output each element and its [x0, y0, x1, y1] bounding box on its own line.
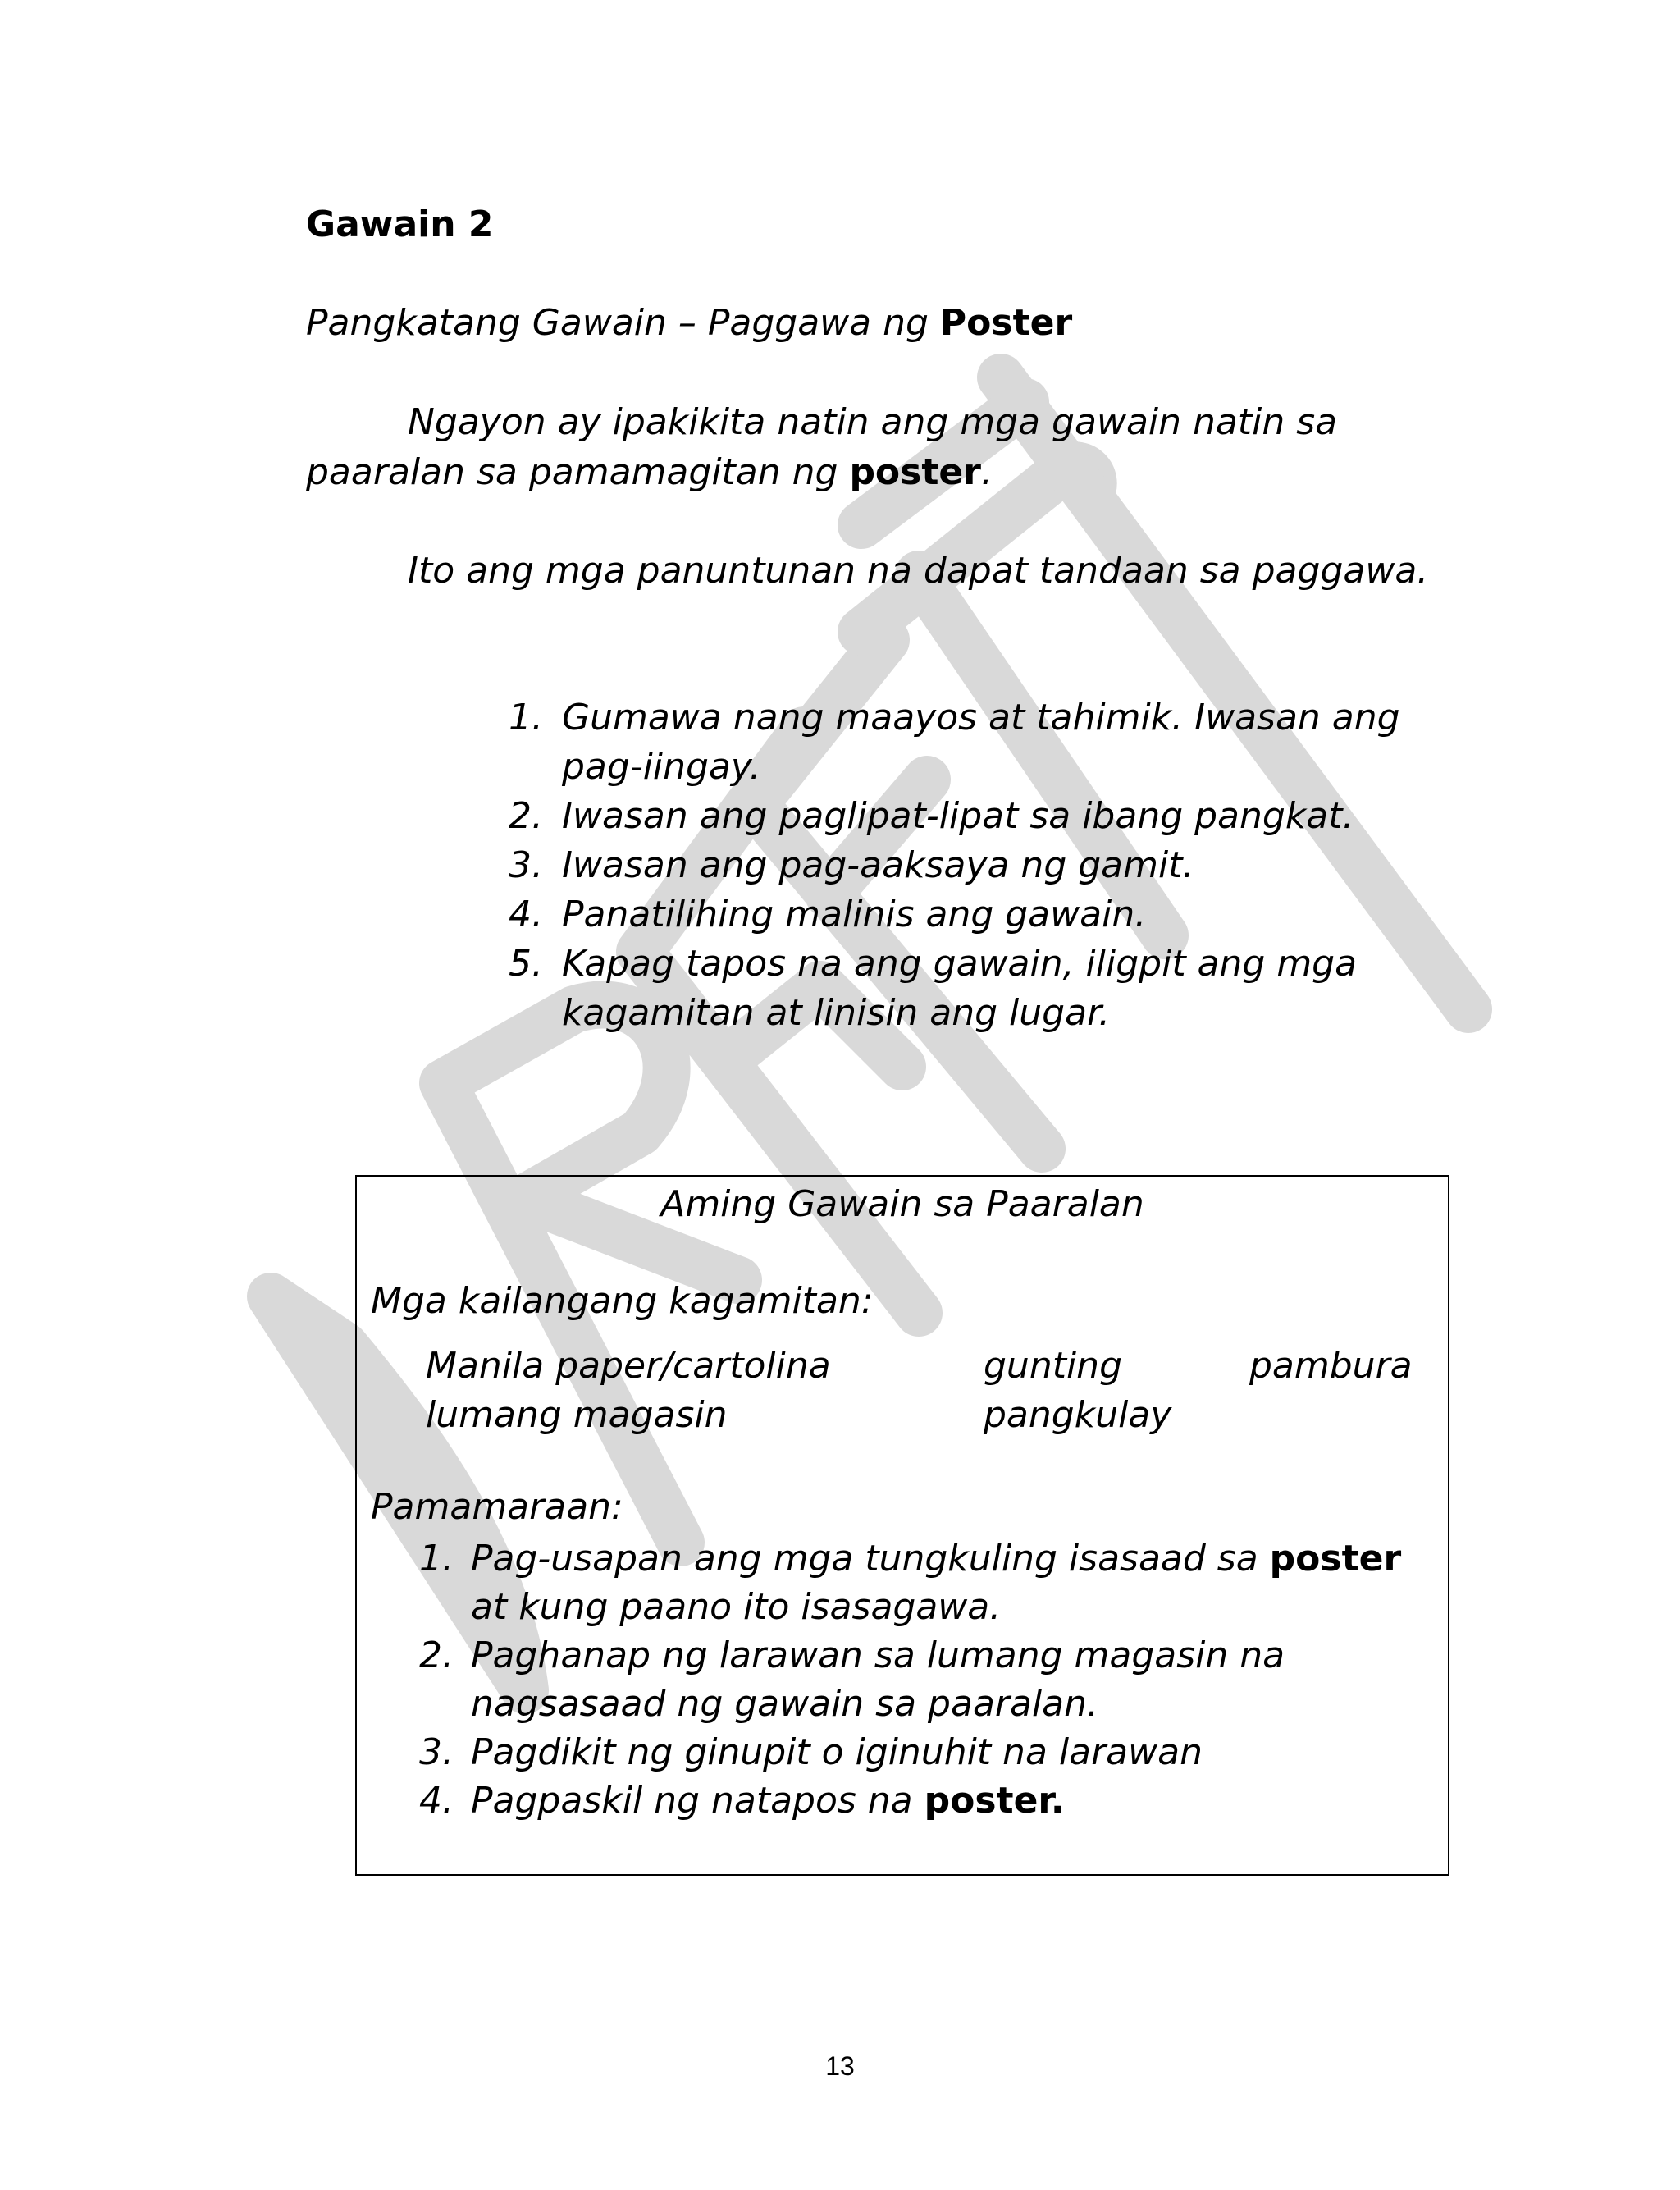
- step-text-end: at kung paano ito isasagawa.: [471, 1586, 1002, 1628]
- list-item: [419, 1534, 1420, 1631]
- list-item: [509, 841, 1485, 890]
- step-text: Pag-usapan ang mga tungkuling isasaad sa: [471, 1538, 1270, 1580]
- list-number: 3.: [509, 844, 543, 886]
- page-number: 13: [825, 2051, 855, 2081]
- step-bold: poster: [1269, 1538, 1402, 1580]
- activity-subheading: [306, 302, 1072, 344]
- list-item: [509, 693, 1485, 792]
- procedure-list: [419, 1534, 1420, 1825]
- rules-intro-paragraph: [306, 546, 1471, 596]
- intro-text: Ngayon ay ipakikita natin ang mga gawain natin sa paaralan sa pamamagitan ng: [306, 401, 1338, 493]
- procedure-label: Pamamaraan:: [371, 1486, 623, 1528]
- intro-paragraph: [306, 397, 1471, 497]
- step-text: Paghanap ng larawan sa lumang magasin na nagsasaad ng gawain sa paaralan.: [471, 1634, 1285, 1725]
- list-number: 3.: [419, 1731, 454, 1773]
- step-bold: poster.: [924, 1780, 1065, 1822]
- list-text: Gumawa nang maayos at tahimik. Iwasan ang pag-iingay.: [562, 697, 1400, 788]
- material-item: lumang magasin: [426, 1394, 728, 1436]
- list-text: Iwasan ang pag-aaksaya ng gamit.: [562, 844, 1194, 886]
- activity-box: [355, 1175, 1449, 1876]
- materials-label: Mga kailangang kagamitan:: [371, 1280, 874, 1322]
- list-item: [509, 792, 1485, 841]
- list-number: 1.: [509, 697, 543, 738]
- list-number: 5.: [509, 943, 543, 985]
- list-item: [419, 1728, 1420, 1776]
- list-number: 1.: [419, 1538, 454, 1580]
- step-text: Pagdikit ng ginupit o iginuhit na larawan: [471, 1731, 1203, 1773]
- list-text: Panatilihing malinis ang gawain.: [562, 894, 1147, 935]
- list-item: [419, 1631, 1420, 1728]
- material-item: Manila paper/cartolina: [426, 1345, 831, 1387]
- list-number: 4.: [509, 894, 543, 935]
- list-item: [509, 890, 1485, 940]
- list-item: [419, 1776, 1420, 1825]
- subheading-bold: Poster: [939, 302, 1073, 344]
- step-text: Pagpaskil ng natapos na: [471, 1780, 924, 1822]
- list-text: Kapag tapos na ang gawain, iligpit ang mga kagamitan at linisin ang lugar.: [562, 943, 1358, 1034]
- intro-bold: poster: [849, 451, 981, 493]
- list-item: [509, 940, 1485, 1038]
- list-number: 4.: [419, 1780, 454, 1822]
- rules-list: [509, 693, 1485, 1038]
- list-number: 2.: [419, 1634, 454, 1676]
- material-item: pangkulay: [984, 1394, 1172, 1436]
- subheading-text: Pangkatang Gawain – Paggawa ng: [306, 302, 940, 344]
- rules-intro-text: Ito ang mga panuntunan na dapat tandaan sa paggawa.: [408, 550, 1429, 592]
- material-item: pambura: [1249, 1345, 1413, 1387]
- box-title: Aming Gawain sa Paaralan: [660, 1183, 1144, 1225]
- material-item: gunting: [984, 1345, 1122, 1387]
- intro-end: .: [980, 451, 993, 493]
- list-number: 2.: [509, 795, 543, 837]
- activity-heading: Gawain 2: [306, 203, 494, 245]
- list-text: Iwasan ang paglipat-lipat sa ibang pangkat.: [562, 795, 1354, 837]
